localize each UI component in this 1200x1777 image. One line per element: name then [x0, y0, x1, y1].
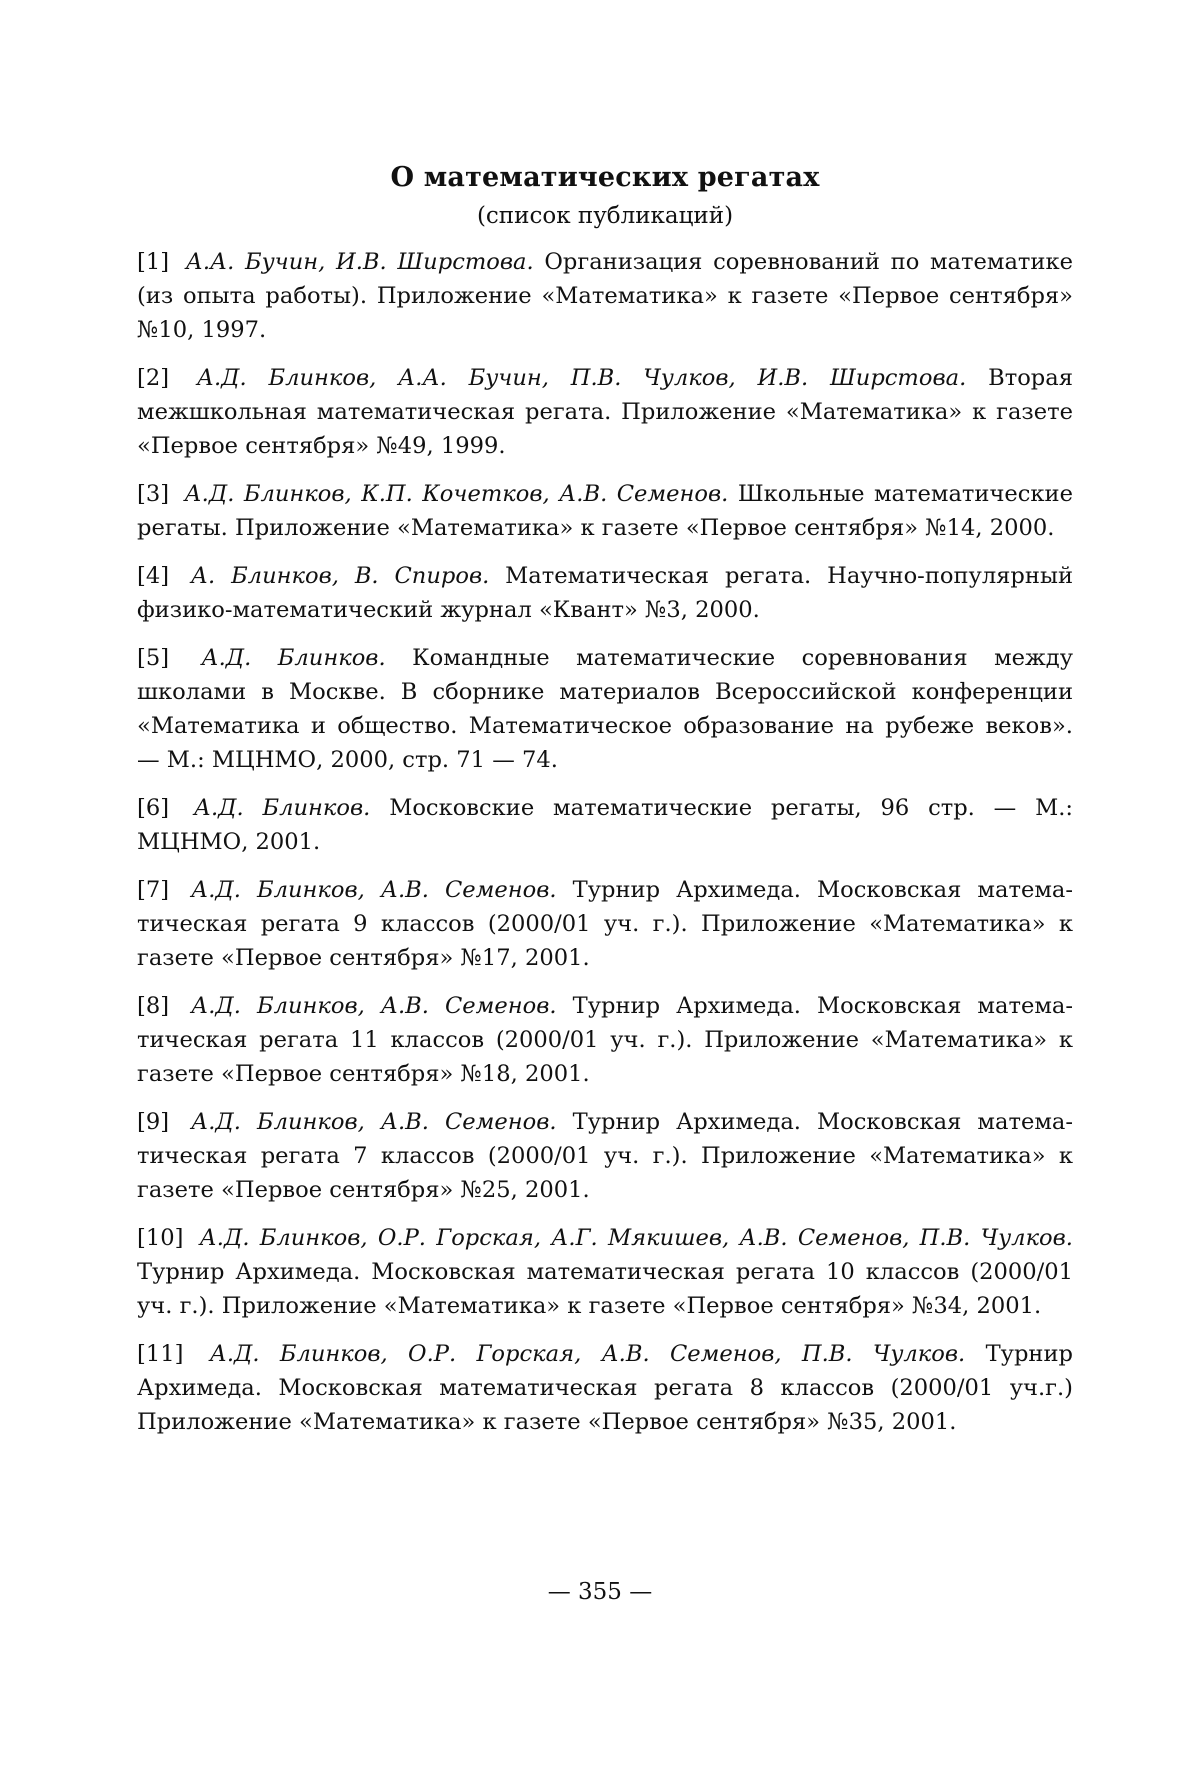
reference-authors: А.Д. Блинков, О.Р. Горская, А.Г. Мякишев, А.В. Семенов, П.В. Чулков. [199, 1225, 1073, 1251]
page-content [137, 160, 1073, 1453]
reference-text: Турнир Архимеда. Московская математическая регата 8 классов (2000/01 уч.г.) Приложение «Математика» к газете «Первое сентября» №35, 2001. [137, 1341, 1073, 1435]
page-subtitle: (список публикаций) [476, 203, 734, 229]
reference-number: [8] [137, 993, 170, 1019]
reference-item [137, 1221, 1073, 1323]
reference-text: Школьные математические регаты. Приложение «Математика» к газете «Первое сентября» №14, 2000. [137, 481, 1073, 541]
reference-item [137, 361, 1073, 463]
reference-text: Математическая регата. Научно-популярный физико-математический журнал «Квант» №3, 2000. [137, 563, 1073, 623]
reference-item [137, 873, 1073, 975]
reference-item [137, 791, 1073, 859]
reference-text: Турнир Архимеда. Московская математическая регата 11 классов (2000/01 уч. г.). Приложение «Математика» к газете «Первое сентября» №18, 2001. [137, 993, 1074, 1087]
reference-item [137, 1337, 1073, 1439]
reference-item [137, 641, 1073, 777]
reference-item [137, 989, 1073, 1091]
reference-number: [2] [137, 365, 170, 391]
reference-authors: А.Д. Блинков, А.В. Семенов. [191, 877, 557, 903]
reference-authors: А.Д. Блинков, А.В. Семенов. [191, 1109, 557, 1135]
reference-number: [1] [137, 249, 170, 275]
page-number: — 355 — [547, 1579, 653, 1605]
reference-number: [7] [137, 877, 170, 903]
reference-number: [6] [137, 795, 170, 821]
reference-number: [5] [137, 645, 170, 671]
reference-text: Организация соревнований по математике (из опыта работы). Приложение «Математика» к газете «Первое сентября» №10, 1997. [137, 249, 1073, 343]
reference-text: Турнир Архимеда. Московская математическая регата 7 классов (2000/01 уч. г.). Приложение «Математика» к газете «Первое сентября» №25, 2001. [137, 1109, 1074, 1203]
reference-authors: А.Д. Блинков, О.Р. Горская, А.В. Семенов, П.В. Чулков. [209, 1341, 966, 1367]
reference-item [137, 1105, 1073, 1207]
reference-authors: А.Д. Блинков, А.В. Семенов. [191, 993, 557, 1019]
reference-number: [4] [137, 563, 170, 589]
reference-authors: А.Д. Блинков, А.А. Бучин, П.В. Чулков, И.В. Ширстова. [196, 365, 967, 391]
reference-item [137, 559, 1073, 627]
reference-item [137, 245, 1073, 347]
reference-number: [9] [137, 1109, 170, 1135]
reference-authors: А.Д. Блинков. [201, 645, 386, 671]
reference-number: [11] [137, 1341, 184, 1367]
reference-list [137, 245, 1073, 1439]
reference-authors: А.Д. Блинков, К.П. Кочетков, А.В. Семенов. [184, 481, 729, 507]
reference-text: Московские математические регаты, 96 стр. — М.: МЦНМО, 2001. [137, 795, 1074, 855]
reference-text: Турнир Архимеда. Московская математическая регата 10 классов (2000/01 уч. г.). Приложение «Математика» к газете «Первое сентября» №34, 2001. [137, 1259, 1073, 1319]
reference-number: [3] [137, 481, 170, 507]
reference-authors: А. Блинков, В. Спиров. [190, 563, 490, 589]
reference-authors: А.А. Бучин, И.В. Ширстова. [185, 249, 534, 275]
reference-text: Турнир Архимеда. Московская математическая регата 9 классов (2000/01 уч. г.). Приложение «Математика» к газете «Первое сентября» №17, 2001. [137, 877, 1074, 971]
reference-text: Вторая межшкольная математическая регата. Приложение «Математика» к газете «Первое сентября» №49, 1999. [137, 365, 1073, 459]
reference-text: Командные математические соревнования между школами в Москве. В сборнике материалов Всероссийской конференции «Математика и общество. Математическое образование на рубеже веков». — М.: МЦНМО, 2000, стр. 71 — 74. [137, 645, 1074, 773]
reference-number: [10] [137, 1225, 184, 1251]
reference-item [137, 477, 1073, 545]
page-title: О математических регатах [390, 162, 820, 193]
reference-authors: А.Д. Блинков. [193, 795, 371, 821]
